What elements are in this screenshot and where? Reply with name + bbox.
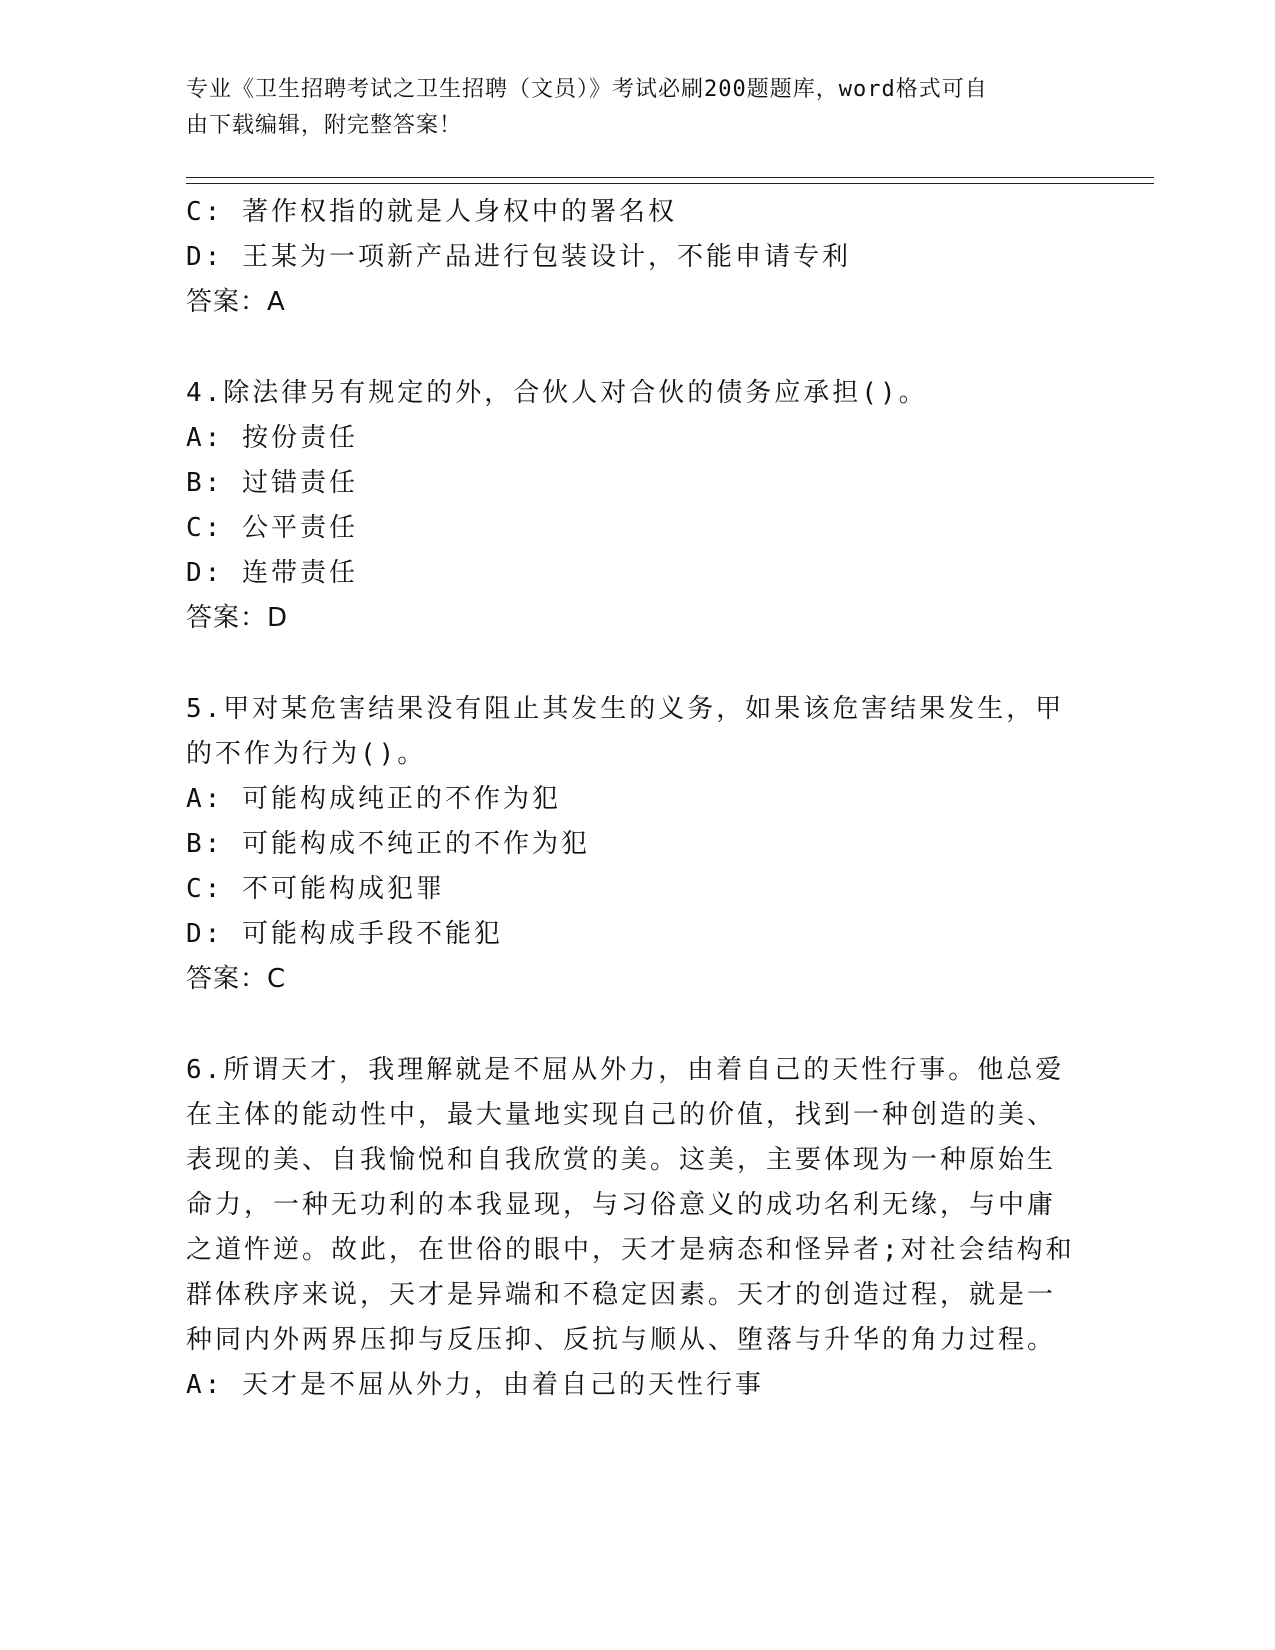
question-stem-line: 群体秩序来说，天才是异端和不稳定因素。天才的创造过程，就是一 [186, 1280, 1057, 1310]
question-stem-line: 之道忤逆。故此，在世俗的眼中，天才是病态和怪异者;对社会结构和 [186, 1235, 1075, 1265]
question-stem-line-2: 的不作为行为()。 [186, 739, 427, 769]
option-a: A: 天才是不屈从外力，由着自己的天性行事 [186, 1370, 764, 1400]
question-stem-line-1: 5.甲对某危害结果没有阻止其发生的义务，如果该危害结果发生，甲 [186, 694, 1065, 724]
question-stem-line: 命力，一种无功利的本我显现，与习俗意义的成功名利无缘，与中庸 [186, 1190, 1057, 1220]
header-divider [186, 177, 1154, 184]
option-c: C: 著作权指的就是人身权中的署名权 [186, 197, 677, 227]
header-line-2: 由下载编辑，附完整答案！ [186, 113, 463, 138]
option-d: D: 可能构成手段不能犯 [186, 919, 503, 949]
header-line-1: 专业《卫生招聘考试之卫生招聘（文员）》考试必刷200题题库，word格式可自 [186, 77, 988, 102]
question-stem-line: 6.所谓天才，我理解就是不屈从外力，由着自己的天性行事。他总爱 [186, 1055, 1065, 1085]
question-4 [186, 371, 1086, 641]
answer: 答案：A [186, 287, 286, 317]
question-list [186, 190, 1086, 1408]
question-stem: 4.除法律另有规定的外，合伙人对合伙的债务应承担()。 [186, 378, 928, 408]
option-c: C: 公平责任 [186, 513, 358, 543]
question-3-tail [186, 190, 1086, 325]
question-stem-line: 在主体的能动性中，最大量地实现自己的价值，找到一种创造的美、 [186, 1100, 1057, 1130]
option-b: B: 可能构成不纯正的不作为犯 [186, 829, 590, 859]
option-b: B: 过错责任 [186, 468, 358, 498]
page-header [186, 72, 1066, 144]
answer: 答案：C [186, 964, 287, 994]
option-c: C: 不可能构成犯罪 [186, 874, 445, 904]
question-5 [186, 687, 1086, 1002]
answer: 答案：D [186, 603, 289, 633]
question-stem-line: 种同内外两界压抑与反压抑、反抗与顺从、堕落与升华的角力过程。 [186, 1325, 1057, 1355]
option-d: D: 王某为一项新产品进行包装设计，不能申请专利 [186, 242, 851, 272]
option-a: A: 按份责任 [186, 423, 358, 453]
question-6 [186, 1048, 1086, 1408]
option-a: A: 可能构成纯正的不作为犯 [186, 784, 561, 814]
question-stem-line: 表现的美、自我愉悦和自我欣赏的美。这美，主要体现为一种原始生 [186, 1145, 1057, 1175]
option-d: D: 连带责任 [186, 558, 358, 588]
